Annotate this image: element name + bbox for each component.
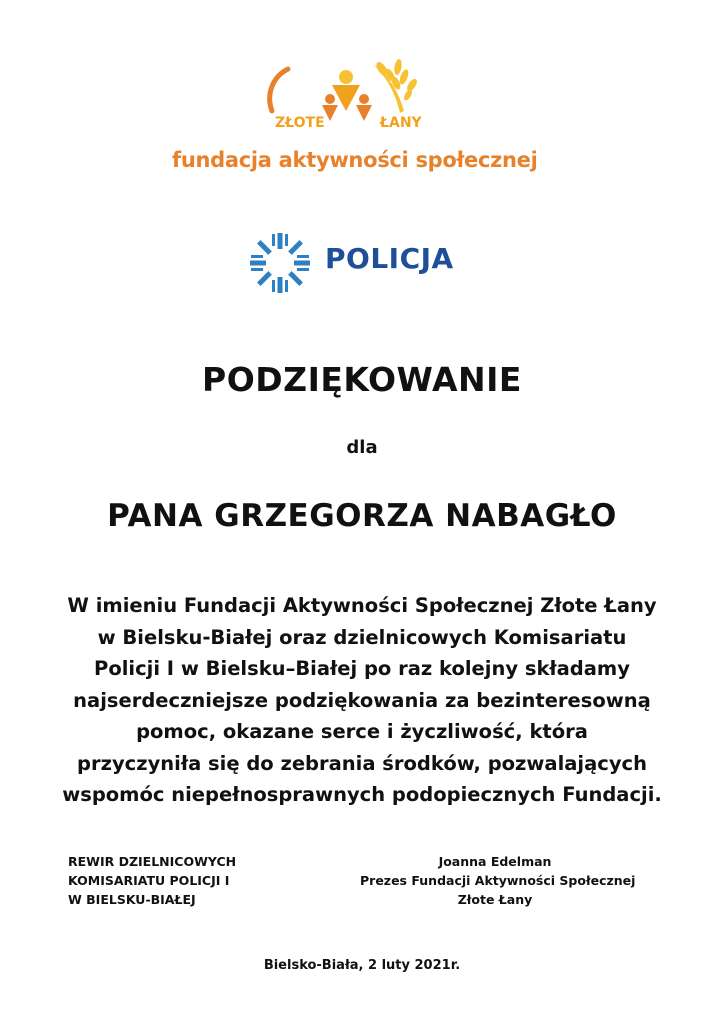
place-date: Bielsko-Biała, 2 luty 2021r. bbox=[263, 958, 461, 973]
signature-left-line: W BIELSKU-BIAŁEJ bbox=[68, 892, 196, 907]
body-line: Policji I w Bielsku–Białej po raz kolejny składamy bbox=[94, 657, 630, 680]
signature-left-line: REWIR DZIELNICOWYCH bbox=[68, 854, 237, 869]
body-line: najserdeczniejsze podziękowania za bezinteresowną bbox=[73, 688, 651, 712]
logo-word-right: ŁANY bbox=[380, 115, 422, 131]
body-line: przyczyniła się do zebrania środków, pozwalających bbox=[77, 751, 647, 775]
signature-right-line: Prezes Fundacji Aktywności Społecznej bbox=[360, 873, 636, 888]
police-wordmark: POLICJA bbox=[325, 242, 454, 275]
body-line: W imieniu Fundacji Aktywności Społecznej Złote Łany bbox=[67, 594, 657, 617]
body-line: w Bielsku-Białej oraz dzielnicowych Komisariatu bbox=[97, 625, 627, 649]
foundation-logo bbox=[160, 55, 560, 185]
foundation-name: fundacja aktywności społecznej bbox=[172, 148, 538, 172]
police-star-icon bbox=[245, 228, 315, 298]
document-title: PODZIĘKOWANIE bbox=[202, 360, 522, 399]
signature-right bbox=[360, 852, 636, 909]
thanks-body bbox=[50, 590, 674, 811]
signature-left bbox=[68, 852, 236, 909]
signature-right-line: Joanna Edelman bbox=[438, 854, 552, 869]
police-logo bbox=[245, 228, 465, 298]
recipient-name: PANA GRZEGORZA NABAGŁO bbox=[107, 498, 617, 534]
body-line: pomoc, okazane serce i życzliwość, która bbox=[136, 720, 588, 743]
signature-right-line: Złote Łany bbox=[457, 892, 533, 907]
for-word: dla bbox=[346, 437, 378, 458]
wheat-family-icon bbox=[160, 55, 560, 145]
signature-left-line: KOMISARIATU POLICJI I bbox=[68, 873, 230, 888]
body-line: wspomóc niepełnosprawnych podopiecznych Fundacji. bbox=[62, 783, 662, 806]
logo-word-left: ZŁOTE bbox=[275, 115, 325, 131]
